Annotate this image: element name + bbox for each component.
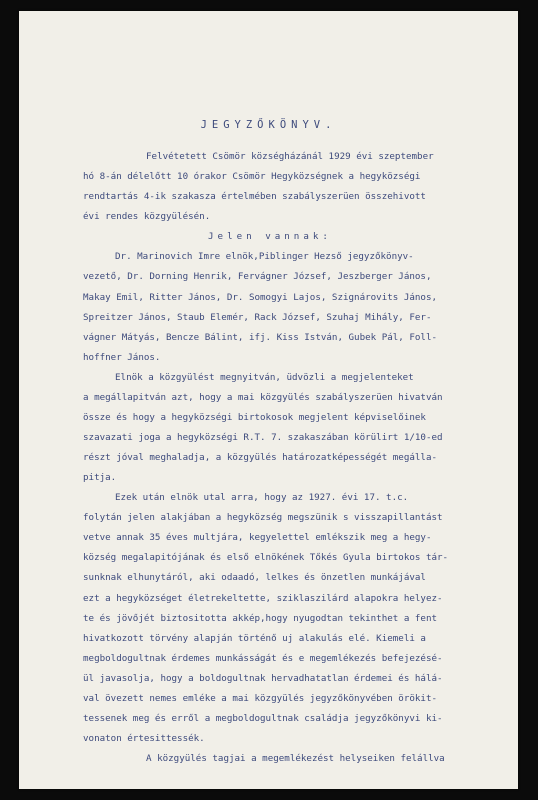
text-line: val övezett nemes emléke a mai közgyülés jegyzőkönyvében örökit- [83,692,438,704]
text-line: Elnök a közgyülést megnyitván, üdvözli a megjelenteket [115,371,414,383]
text-line: Spreitzer János, Staub Elemér, Rack József, Szuhaj Mihály, Fer- [83,311,432,323]
text-line: részt jóval meghaladja, a közgyülés határozatképességét megálla- [83,452,438,463]
text-line: sunknak elhunytáról, aki odaadó, lelkes és önzetlen munkájával [83,572,426,584]
text-line: hoffner János. [83,351,161,363]
text-line: vezető, Dr. Dorning Henrik, Fervágner József, Jeszberger János, [83,271,432,283]
text-line: község megalapitójának és első elnökének Tőkés Gyula birtokos tár- [83,552,449,564]
text-line: folytán jelen alakjában a hegyközség megszünik s visszapillantást [83,512,443,524]
text-line: Felvétetett Csömör községházánál 1929 évi szeptember [146,151,434,162]
text-line: Dr. Marinovich Imre elnök,Piblinger Hezső jegyzőkönyv- [115,251,414,263]
text-line: megboldogultnak érdemes munkásságát és e megemlékezés befejezésé- [83,652,443,664]
text-line: össze és hogy a hegyközségi birtokosok megjelent képviselőinek [83,411,426,423]
text-line: Jelen vannak: [208,231,332,243]
text-line: hivatkozott törvény alapján történő uj alakulás elé. Kiemeli a [83,632,426,644]
text-line: Makay Emil, Ritter János, Dr. Somogyi Lajos, Szignárovits János, [83,291,438,303]
text-line: évi rendes közgyülésén. [83,211,211,223]
document-title: JEGYZŐKÖNYV. [200,119,337,131]
text-line: tessenek meg és erről a megboldogultnak családja jegyzőkönyvi ki- [83,712,443,724]
text-line: te és jövőjét biztositotta akkép,hogy nyugodtan tekinthet a fent [83,612,438,624]
text-line: vetve annak 35 éves multjára, kegyelettel emlékszik meg a hegy- [83,532,432,544]
text-line: szavazati joga a hegyközségi R.T. 7. szakaszában körülirt 1/10-ed [83,431,443,443]
text-line: hó 8-án délelőtt 10 órakor Csömör Hegyközségnek a hegyközségi [83,171,421,183]
text-line: vágner Mátyás, Bencze Bálint, ifj. Kiss István, Gubek Pál, Foll- [83,331,438,343]
text-line: ezt a hegyközséget életrekeltette, sziklaszilárd alapokra helyez- [83,592,443,604]
text-line: rendtartás 4-ik szakasza értelmében szabályszerüen összehivott [83,191,426,203]
text-line: pitja. [83,472,117,484]
text-line: a megállapitván azt, hogy a mai közgyülés szabályszerüen hivatván [83,391,443,403]
text-line: Ezek után elnök utal arra, hogy az 1927. évi 17. t.c. [115,492,409,504]
text-line: A közgyülés tagjai a megemlékezést helyseiken felállva [146,753,445,764]
text-line: ül javasolja, hogy a boldogultnak hervadhatatlan érdemei és hálá- [83,672,443,684]
document-page [19,11,518,789]
text-line: vonaton értesittessék. [83,732,205,744]
